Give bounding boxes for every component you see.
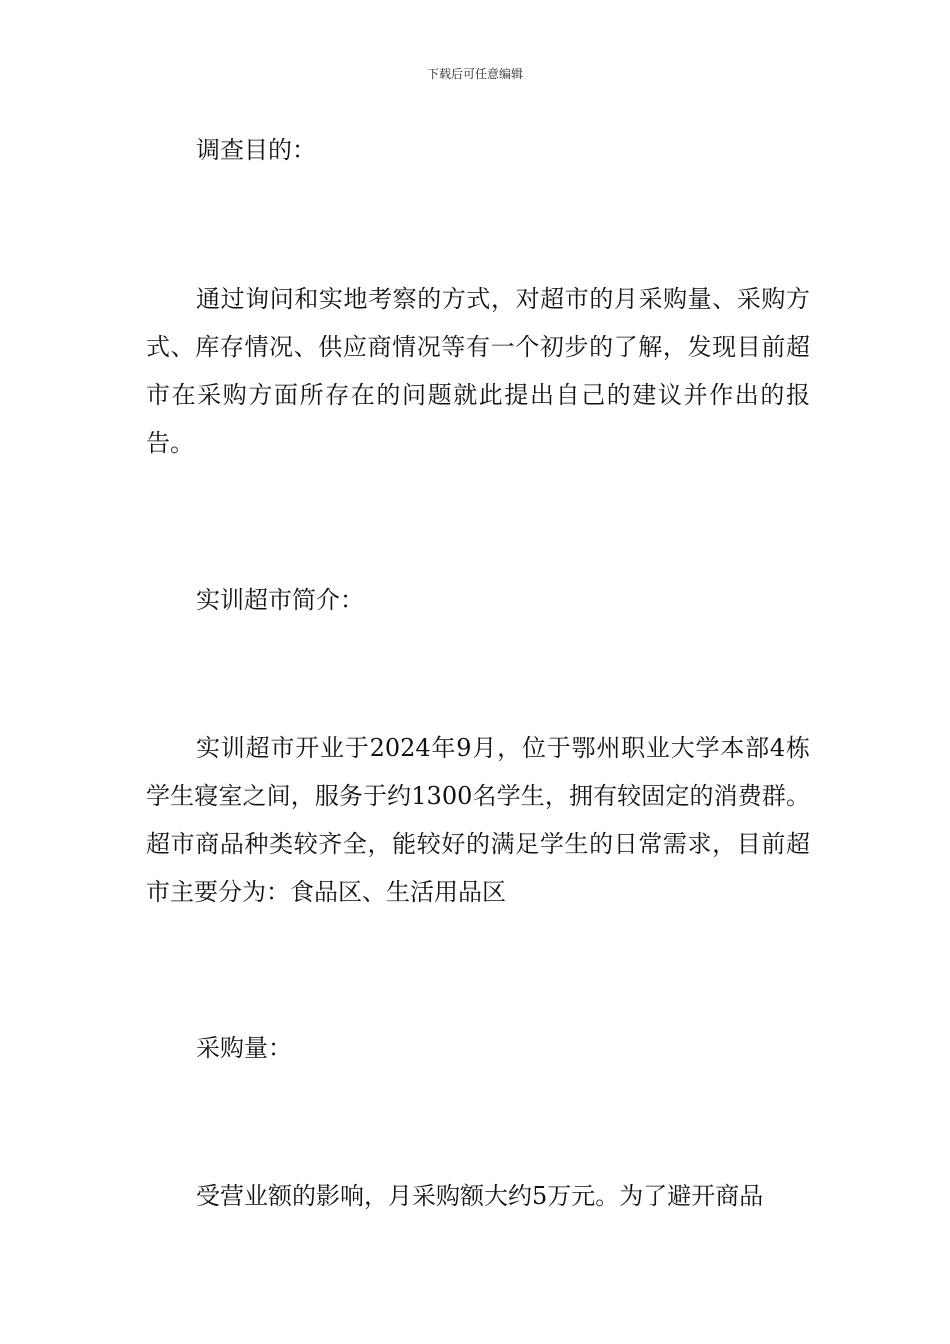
section-paragraph-purpose: 通过询问和实地考察的方式，对超市的月采购量、采购方式、库存情况、供应商情况等有一个初步的了解，发现目前超市在采购方面所存在的问题就此提出自己的建议并作出的报告。 bbox=[146, 285, 810, 457]
section-heading-intro: 实训超市简介： bbox=[196, 586, 364, 614]
section-heading-volume: 采购量： bbox=[196, 1034, 292, 1062]
section-paragraph-volume: 受营业额的影响，月采购额大约5万元。为了避开商品 bbox=[196, 1182, 764, 1210]
section-paragraph-intro: 实训超市开业于2024年9月，位于鄂州职业大学本部4栋学生寝室之间，服务于约1300名学生，拥有较固定的消费群。超市商品种类较齐全，能较好的满足学生的日常需求，目前超市主要分为：食品区、生活用品区 bbox=[146, 734, 810, 906]
page-header: 下载后可任意编辑 bbox=[426, 67, 523, 81]
section-heading-purpose: 调查目的： bbox=[196, 136, 316, 164]
